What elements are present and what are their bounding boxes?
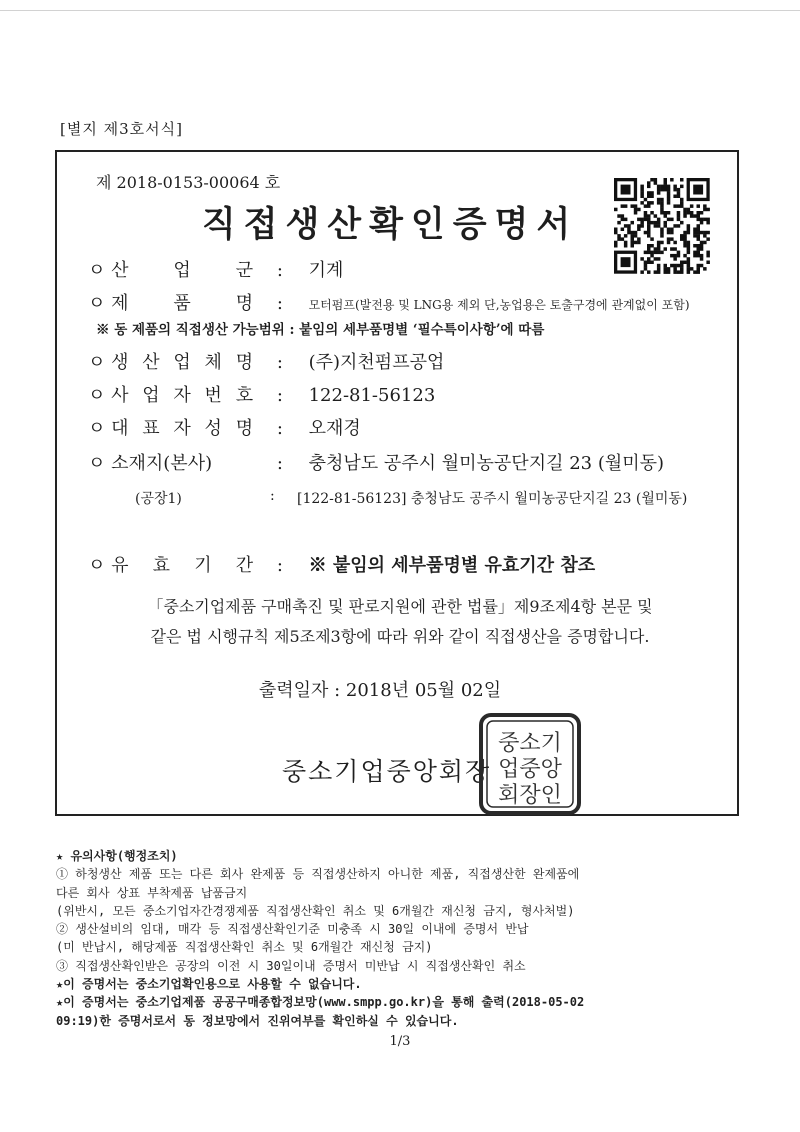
issuer-name: 중소기업중앙회장 [282, 757, 492, 786]
row-value-company: (주)지천펌프공업 [308, 352, 445, 373]
form-label: [별지 제3호서식] [60, 120, 183, 138]
certificate-number: 제 2018-0153-00064 호 [96, 173, 281, 192]
factory-row [135, 488, 735, 508]
notes-section [56, 847, 584, 1030]
row-product [88, 289, 690, 315]
label-char: 제 [111, 293, 129, 314]
row-colon: : [276, 418, 283, 439]
row-bullet: ㅇ [88, 260, 106, 281]
note-line: ★ 유의사항(행정조치) [56, 849, 178, 863]
law-statement-line-1: 「중소기업제품 구매촉진 및 판로지원에 관한 법률」제9조제4항 본문 및 [147, 597, 653, 616]
row-business-number [88, 381, 435, 407]
row-bullet: ㅇ [88, 453, 106, 474]
seal-line-2: 업중앙 [498, 757, 562, 782]
label-char: 표 [142, 418, 160, 439]
label-char: 호 [235, 385, 254, 406]
label-char: 산 [111, 260, 129, 281]
note-line: 다른 회사 상표 부착제품 납품금지 [56, 885, 248, 900]
row-value-address: 충청남도 공주시 월미농공단지길 23 (월미동) [308, 453, 665, 474]
label-char: 업 [173, 352, 191, 373]
row-label [111, 256, 253, 282]
row-value-product: 모터펌프(발전용 및 LNG용 제외 단,농업용은 토출구경에 관계없이 포함) [308, 298, 690, 312]
official-seal-icon [478, 712, 582, 816]
row-label [111, 414, 253, 440]
label-char: 업 [173, 260, 191, 281]
label-char: 기 [194, 555, 212, 576]
qr-code-icon [614, 178, 712, 274]
label-char: 사 [111, 385, 129, 406]
row-colon: : [276, 385, 283, 406]
factory-colon: : [270, 488, 275, 504]
row-validity [88, 551, 595, 577]
note-line: ② 생산설비의 임대, 매각 등 직접생산확인기준 미충족 시 30일 이내에 증명서 반납 [56, 922, 529, 937]
issue-date: 출력일자 : 2018년 05월 02일 [258, 680, 502, 701]
factory-label: (공장1) [135, 491, 182, 507]
label-char: 산 [142, 352, 160, 373]
label-char: 생 [111, 352, 129, 373]
row-label [111, 449, 253, 475]
row-colon: : [276, 352, 283, 373]
row-colon: : [276, 555, 283, 576]
label-char: 명 [235, 352, 254, 373]
label-char: 자 [173, 385, 191, 406]
label-char: 번 [204, 385, 222, 406]
label-char: 체 [204, 352, 222, 373]
certificate-title: 직접생산확인증명서 [201, 204, 579, 245]
seal-line-1: 중소기 [498, 731, 562, 756]
row-value-representative: 오재경 [308, 418, 361, 439]
row-colon: : [276, 293, 283, 314]
row-label [111, 289, 253, 315]
label-char: 품 [173, 293, 191, 314]
row-bullet: ㅇ [88, 352, 106, 373]
row-label [111, 551, 253, 577]
note-line: ① 하청생산 제품 또는 다른 회사 완제품 등 직접생산하지 아니한 제품, 직접생산한 완제품에 [56, 867, 580, 882]
row-colon: : [276, 260, 283, 281]
label-char: 소재지(본사) [111, 453, 213, 474]
row-representative [88, 414, 361, 440]
note-line: ★이 증명서는 중소기업확인용으로 사용할 수 없습니다. [56, 977, 362, 992]
label-char: 효 [152, 555, 171, 576]
label-char: 명 [235, 418, 254, 439]
label-char: 간 [235, 555, 254, 576]
label-char: 자 [173, 418, 191, 439]
row-label [111, 381, 253, 407]
row-value-validity: ※ 붙임의 세부품명별 유효기간 참조 [308, 555, 596, 576]
label-char: 군 [235, 260, 254, 281]
scope-note: ※ 동 제품의 직접생산 가능범위 : 붙임의 세부품명별 ‘필수특이사항’에 따름 [96, 322, 545, 338]
note-line: 09:19)한 증명서로서 동 정보망에서 진위여부를 확인하실 수 있습니다. [56, 1013, 459, 1028]
note-line: ③ 직접생산확인받은 공장의 이전 시 30일이내 증명서 미반납 시 직접생산확인 취소 [56, 958, 526, 973]
row-bullet: ㅇ [88, 555, 106, 576]
label-char: 유 [111, 555, 129, 576]
row-bullet: ㅇ [88, 293, 106, 314]
row-bullet: ㅇ [88, 418, 106, 439]
row-company [88, 348, 444, 374]
label-char: 대 [111, 418, 129, 439]
row-label [111, 348, 253, 374]
label-char: 명 [235, 293, 254, 314]
label-char: 성 [204, 418, 222, 439]
top-scan-line [0, 10, 800, 11]
page-number: 1/3 [389, 1034, 411, 1049]
note-line: (미 반납시, 해당제품 직접생산확인 취소 및 6개월간 재신청 금지) [56, 940, 433, 955]
factory-value: [122-81-56123] 충청남도 공주시 월미농공단지길 23 (월미동) [297, 491, 688, 507]
note-line: ★이 증명서는 중소기업제품 공공구매종합정보망(www.smpp.go.kr)을 통해 출력(2018-05-02 [56, 995, 585, 1010]
row-value-industry: 기계 [308, 260, 344, 281]
row-value-business-number: 122-81-56123 [308, 385, 436, 406]
seal-line-3: 회장인 [498, 783, 562, 808]
note-line: (위반시, 모든 중소기업자간경쟁제품 직접생산확인 취소 및 6개월간 재신청 금지, 형사처벌) [56, 903, 575, 918]
row-bullet: ㅇ [88, 385, 106, 406]
law-statement-line-2: 같은 법 시행규칙 제5조제3항에 따라 위와 같이 직접생산을 증명합니다. [150, 627, 650, 646]
row-industry [88, 256, 343, 282]
label-char: 업 [142, 385, 160, 406]
row-colon: : [276, 453, 283, 474]
row-address [88, 449, 664, 475]
